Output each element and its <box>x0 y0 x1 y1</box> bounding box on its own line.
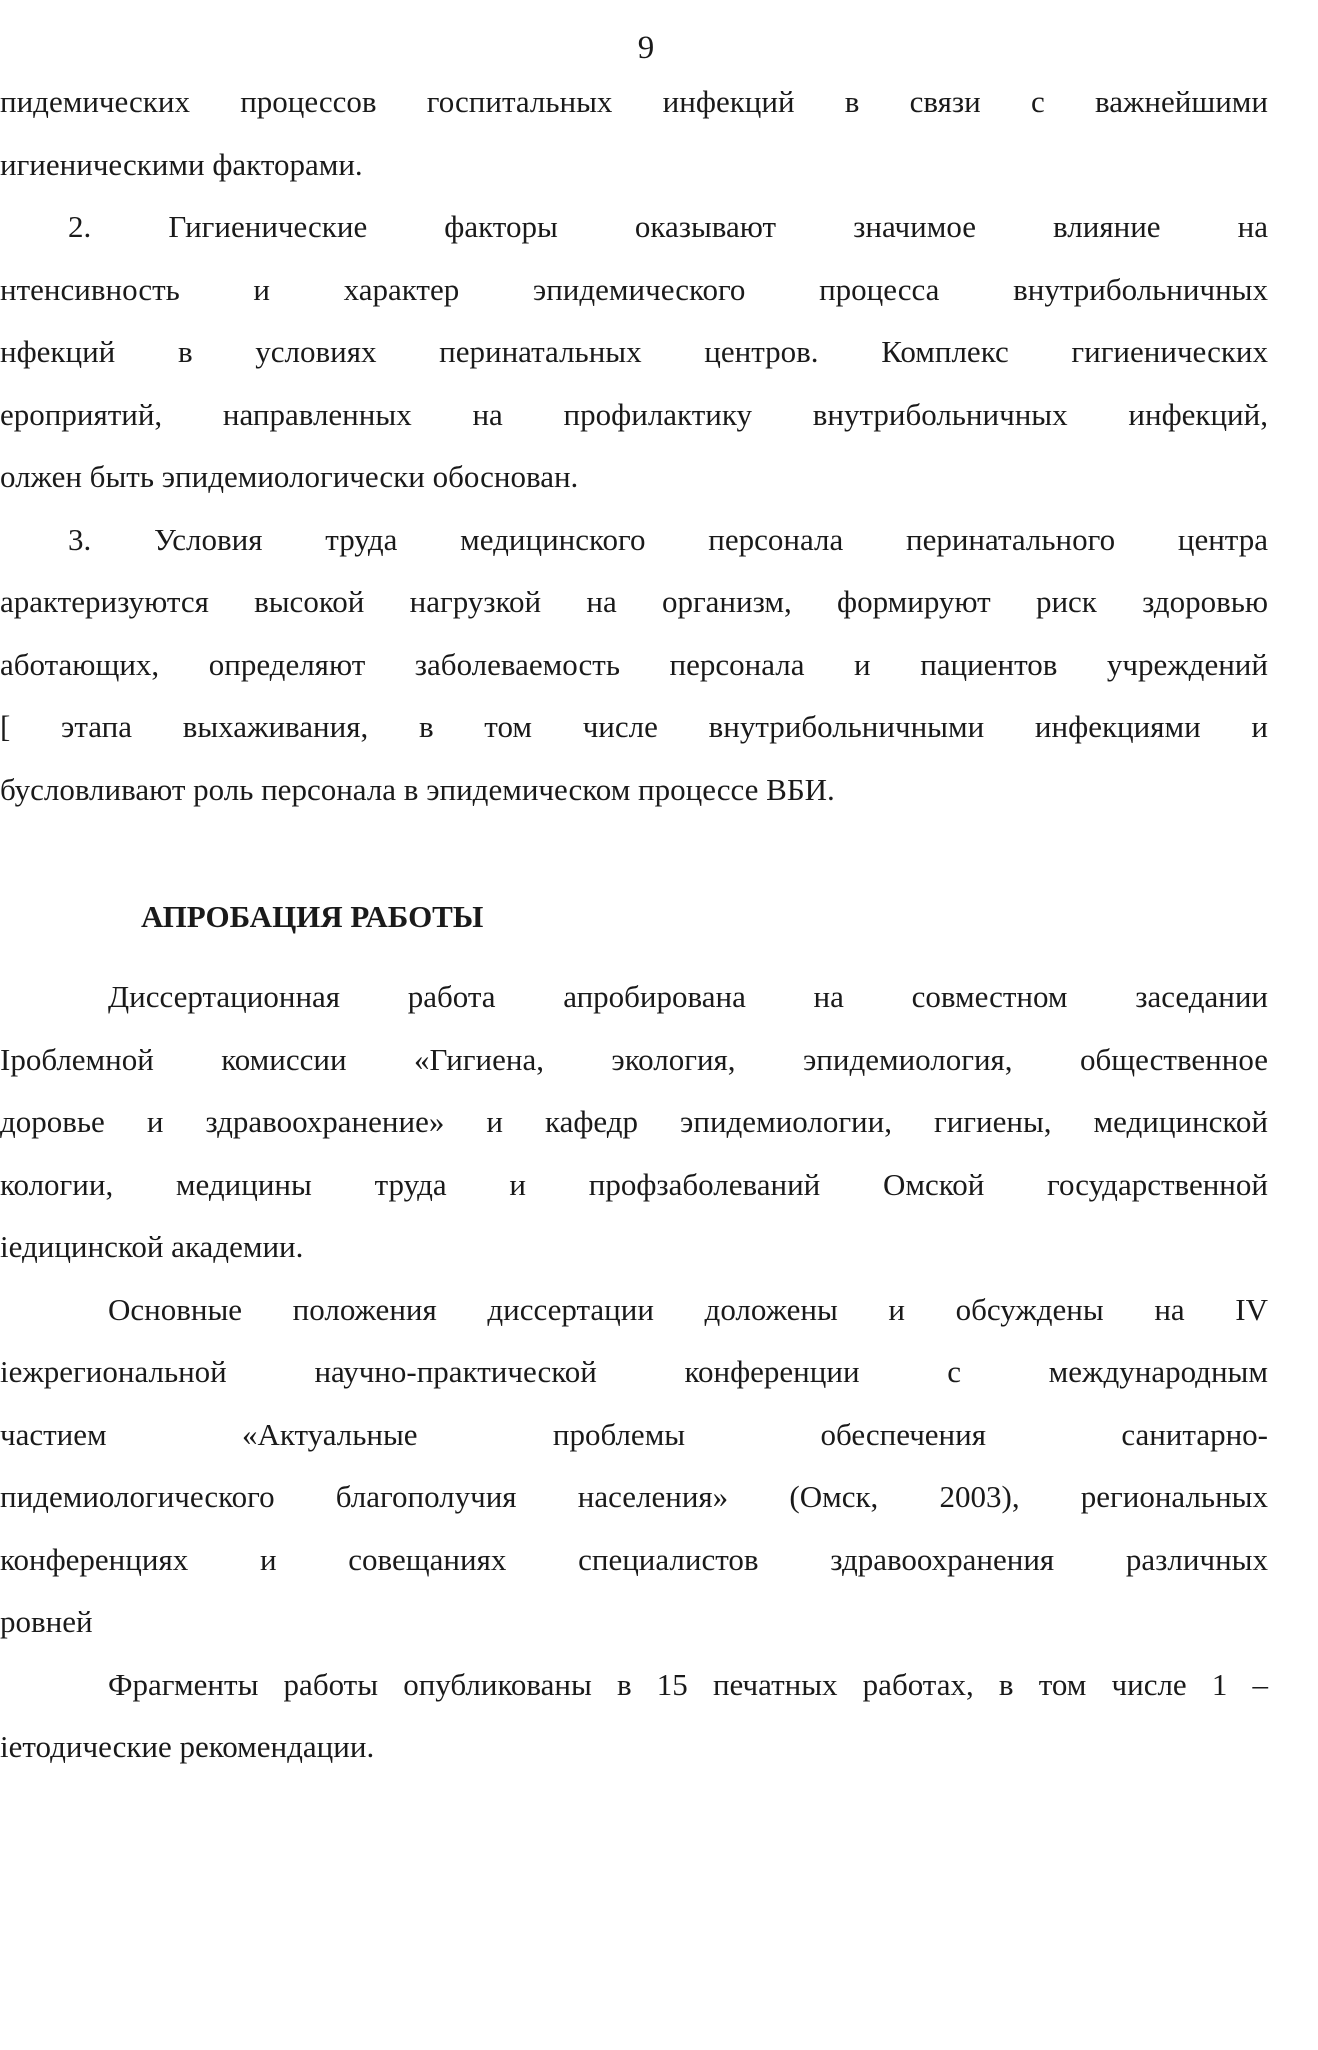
text-line: олжен быть эпидемиологически обоснован. <box>0 459 579 494</box>
text-line: нтенсивность и характер эпидемического процесса внутрибольничных <box>0 272 1268 307</box>
text-line: частием «Актуальные проблемы обеспечения санитарно- <box>0 1417 1268 1452</box>
text-line: аботающих, определяют заболеваемость персонала и пациентов учреждений <box>0 647 1268 682</box>
text-line: конференциях и совещаниях специалистов здравоохранения различных <box>0 1542 1268 1577</box>
text-line: іетодические рекомендации. <box>0 1729 375 1764</box>
text-line: 2. Гигиенические факторы оказывают значимое влияние на <box>68 209 1268 244</box>
text-line: кологии, медицины труда и профзаболеваний Омской государственной <box>0 1167 1268 1202</box>
text-line: Фрагменты работы опубликованы в 15 печатных работах, в том числе 1 – <box>108 1667 1268 1702</box>
text-line: игиеническими факторами. <box>0 147 363 182</box>
section-heading: АПРОБАЦИЯ РАБОТЫ <box>141 899 484 934</box>
text-line: бусловливают роль персонала в эпидемическом процессе ВБИ. <box>0 772 835 807</box>
text-line: іежрегиональной научно-практической конференции с международным <box>0 1354 1268 1389</box>
text-line: 3. Условия труда медицинского персонала перинатального центра <box>68 522 1268 557</box>
text-line: ероприятий, направленных на профилактику внутрибольничных инфекций, <box>0 397 1268 432</box>
page-number: 9 <box>637 30 655 66</box>
text-line: іедицинской академии. <box>0 1229 304 1264</box>
text-line: Іроблемной комиссии «Гигиена, экология, эпидемиология, общественное <box>0 1042 1268 1077</box>
text-line: [ этапа выхаживания, в том числе внутрибольничными инфекциями и <box>0 709 1268 744</box>
text-line: ровней <box>0 1604 93 1639</box>
text-line: доровье и здравоохранение» и кафедр эпидемиологии, гигиены, медицинской <box>0 1104 1268 1139</box>
text-line: пидемиологического благополучия населения» (Омск, 2003), региональных <box>0 1479 1268 1514</box>
text-line: Диссертационная работа апробирована на совместном заседании <box>108 979 1268 1014</box>
text-line: арактеризуются высокой нагрузкой на организм, формируют риск здоровью <box>0 584 1268 619</box>
text-line: пидемических процессов госпитальных инфекций в связи с важнейшими <box>0 84 1268 119</box>
text-line: нфекций в условиях перинатальных центров. Комплекс гигиенических <box>0 334 1268 369</box>
text-line: Основные положения диссертации доложены и обсуждены на IV <box>108 1292 1268 1327</box>
